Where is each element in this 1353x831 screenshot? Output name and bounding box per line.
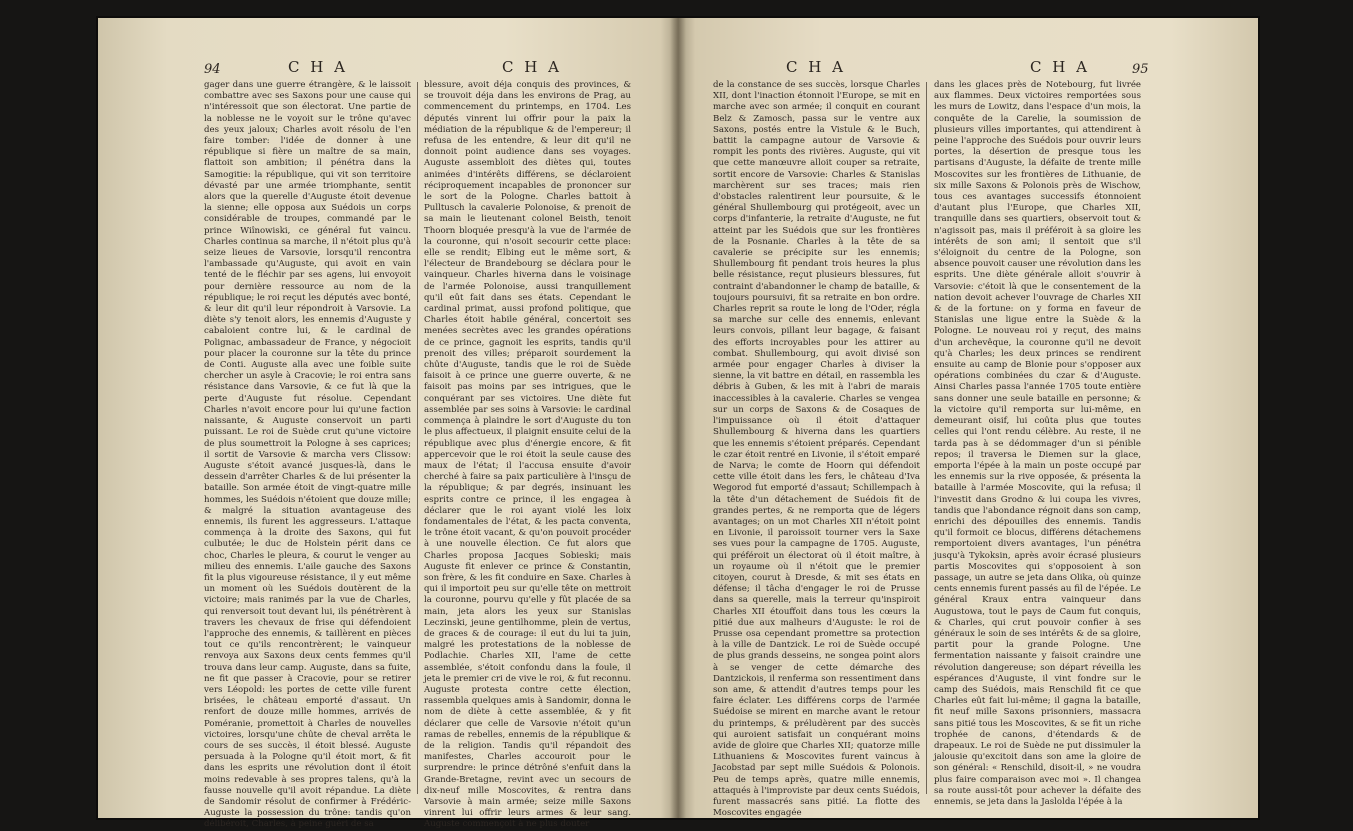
page-number-right: 95: [1132, 62, 1149, 77]
right-page: [678, 18, 1258, 818]
text-column-4: dans les glaces près de Notebourg, fut livrée aux flammes. Deux victoires remportées sous les murs de Lowitz, dans l'espace d'un mois, la conquête de la Carelie, la soumission de plusieurs villes importantes, qui attendirent à peine l'approche des Suédois pour ouvrir leurs portes, la désertion de presque tous les partisans d'Auguste, la défaite de trente mille Moscovites sur les frontières de Lithuanie, de six mille Saxons & Polonois près de Wischow, tous ces avantages successifs étonnoient d'autant plus l'Europe, que Charles XII, tranquille dans ses quartiers, observoit tout & n'agissoit pas, mais il préféroit à sa gloire les intérêts de son ami; il sentoit que s'il s'éloignoit du centre de la Pologne, son absence pouvoit causer une révolution dans les esprits. Une diète générale alloit s'ouvrir à Varsovie: c'étoit là que le consentement de la nation devoit achever l'ouvrage de Charles XII & de la fortune: on y forma en faveur de Stanislas une ligue entre la Suède & la Pologne. Le nouveau roi y reçut, des mains d'un archevêque, la couronne qu'il ne devoit qu'à Charles; les deux princes se rendirent ensuite au camp de Blonie pour s'opposer aux opérations combinées du czar & d'Auguste. Ainsi Charles passa l'année 1705 toute entière sans donner une seule bataille en personne; & la victoire qu'il remporta sur lui-même, en demeurant oisif, lui coûta plus que toutes celles qui l'ont rendu célèbre. Au reste, il ne tarda pas à se dédommager d'un si pénible repos; il traversa le Diemen sur la glace, emporta l'épée à la main un poste occupé par les ennemis sur la rive opposée, & présenta la bataille à l'armée Moscovite, qui la refusa; il l'investit dans Grodno & lui coupa les vivres, tandis que l'abondance régnoit dans son camp, enrichi des dépouilles des ennemis. Tandis qu'il formoit ce blocus, différens détachemens remportoient divers avantages, l'un pénétra jusqu'à Tykoksin, après avoir écrasé plusieurs partis Moscovites qui s'opposoient à son passage, un autre se jeta dans Olika, où quinze cents ennemis furent passés au fil de l'épée. Le général Kraux entra vainqueur dans Augustowa, tout le pays de Caum fut conquis, & Charles, qui crut pouvoir confier à ses généraux le soin de ses intérêts & de sa gloire, partit pour la grande Pologne. Une fermentation naissante y faisoit craindre une révolution dangereuse; son départ réveilla les espérances d'Auguste, il vint fondre sur le camp des Suédois, mais Renschild fit ce que Charles eût fait lui-même; il gagna la bataille, fit neuf mille Saxons prisonniers, massacra sans pitié tous les Moscovites, & se fit un riche trophée de canons, d'étendards & de drapeaux. Le roi de Suède ne put dissimuler la jalousie qu'excitoit dans son ame la gloire de son général: « Renschild, disoit-il, » ne voudra plus faire comparaison avec moi ». Il changea sa route aussi-tôt pour achever la défaite des ennemis, se jeta dans la Jaslolda l'épée à la: [934, 80, 1141, 807]
text-column-2: blessure, avoit déja conquis des provinces, & se trouvoit déja dans les environs de Prag, au commencement du printemps, en 1704. Les députés vinrent lui offrir pour la paix la médiation de la république & de l'empereur; il refusa de les entendre, & leur dit qu'il ne donnoit point audience dans ses voyages. Auguste assembloit des diètes qui, toutes animées d'intérêts différens, se déclaroient réciproquement incapables de prononcer sur le sort de la Pologne. Charles battoit à Pulltusch la cavalerie Polonoise, & prenoit de sa main le lieutenant colonel Beisth, tenoit Thoorn bloquée presqu'à la vue de l'armée de la couronne, qui n'osoit secourir cette place: elle se rendit; Elbing eut le même sort, & l'électeur de Brandebourg se déclara pour le vainqueur. Charles hiverna dans le voisinage de l'armée Polonoise, aussi tranquillement qu'il eût fait dans ses états. Cependant le cardinal primat, aussi profond politique, que Charles étoit habile général, concertoit ses menées secrètes avec les grandes opérations de ce prince, gagnoit les esprits, tandis qu'il prenoit des villes; préparoit sourdement la chûte d'Auguste, tandis que le roi de Suède faisoit à ce prince une guerre ouverte, & ne faisoit pas moins par ses intrigues, que le conquérant par ses victoires. Une diète fut assemblée par ses soins à Varsovie: le cardinal commença à plaindre le sort d'Auguste du ton le plus affectueux, il plaignit ensuite celui de la république avec plus d'énergie encore, & fit appercevoir que le roi étoit la seule cause des maux de l'état; il l'accusa ensuite d'avoir cherché à faire sa paix particulière à l'insçu de la république; & par degrés, insinuant les esprits contre ce prince, il les engagea à déclarer que le roi ayant violé les loix fondamentales de l'état, & les pacta conventa, le trône étoit vacant, & qu'on pouvoit procéder à une nouvelle élection. Ce fut alors que Charles proposa Jacques Sobieski; mais Auguste fit enlever ce prince & Constantin, son frère, & les fit conduire en Saxe. Charles à qui il importoit peu sur qu'elle tête on mettroit la couronne, pourvu qu'elle y fût placée de sa main, jeta alors les yeux sur Stanislas Leczinski, jeune gentilhomme, plein de vertus, de graces & de courage: il eut du lui ta juin, malgré les protestations de la noblesse de Podlachie. Charles XII, l'ame de cette assemblée, s'étoit confondu dans la foule, il jeta le premier cri de vive le roi, & fut reconnu. Auguste protesta contre cette élection, rassembla quelques amis à Sandomir, donna le nom de diète à cette assemblée, & y fit déclarer que celle de Varsovie n'étoit qu'un ramas de rebelles, ennemis de la république & de la religion. Tandis qu'il répandoit des manifestes, Charles accouroit pour le surprendre: le prince détrôné s'enfuit dans la Grande-Bretagne, revint avec un secours de dix-neuf mille Moscovites, & rentra dans Varsovie à main armée; seize mille Saxons vinrent lui offrir leurs armes & leur sang. Auguste commençoit à ne plus douter: [424, 80, 631, 830]
page-number-left: 94: [204, 62, 221, 77]
text-column-3: de la constance de ses succès, lorsque Charles XII, dont l'inaction étonnoit l'Europe, se mit en marche avec son armée; il conquit en courant Belz & Zamosch, passa sur le ventre aux Saxons, postés entre la Vistule & le Buch, battit la campagne autour de Varsovie & rompit les ponts des rivières. Auguste, qui vit que cette manœuvre alloit couper sa retraite, sortit encore de Varsovie: Charles & Stanislas marchèrent sur ses traces; mais rien d'obstacles ralentirent leur poursuite, & le général Shullembourg qui protégeoit, avec un corps d'infanterie, la retraite d'Auguste, ne fut atteint par les Suédois que sur les frontières de la Posnanie. Charles à la tête de sa cavalerie se précipite sur les ennemis; Shullembourg fit pendant trois heures la plus belle résistance, reçut plusieurs blessures, fut contraint d'abandonner le champ de bataille, & toujours poursuivi, fit sa retraite en bon ordre. Charles reprit sa route le long de l'Oder, régla sa marche sur celle des ennemis, enlevant leurs convois, pillant leur bagage, & faisant des efforts incroyables pour les attirer au combat. Shullembourg, qui avoit divisé son armée pour engager Charles à diviser la sienne, la vit battre en détail, en rassembla les débris à Guben, & les mit à l'abri de marais inaccessibles à la cavalerie. Charles se vengea sur un corps de Saxons & de Cosaques de l'impuissance où il étoit d'attaquer Shullembourg & hiverna dans les quartiers que les ennemis s'étoient préparés. Cependant le czar étoit rentré en Livonie, il s'étoit emparé de Narva; le comte de Hoorn qui défendoit cette ville étoit dans les fers, le château d'Iva Wegorod fut emporté d'assaut; Schillempach à la tête d'un détachement de Suédois fit de grandes pertes, & ne remporta que de légers avantages; on un mot Charles XII n'étoit point en Livonie, il paroissoit tourner vers la Saxe ses vues pour la campagne de 1705. Auguste, qui préféroit un électorat où il étoit maître, à un royaume où il n'étoit que le premier citoyen, courut à Dresde, & mit ses états en défense; il tâcha d'engager le roi de Prusse dans sa querelle, mais la terreur qu'inspiroit Charles XII étouffoit dans tous les cœurs la pitié due aux malheurs d'Auguste: le roi de Prusse osa cependant promettre sa protection à la ville de Dantzick. Le roi de Suède occupé de plus grands desseins, ne songea point alors à se venger de cette démarche des Dantzickois, il renferma son ressentiment dans son ame, & attendit d'autres temps pour les faire éclater. Les différens corps de l'armée Suédoise se mirent en marche avant le retour du printemps, & préludèrent par des succès qui auroient satisfait un conquérant moins avide de gloire que Charles XII; quatorze mille Lithuaniens & Moscovites furent vaincus à Jacobstad par sept mille Suédois & Polonois. Peu de temps après, quatre mille ennemis, attaqués à l'improviste par deux cents Suédois, furent massacrés sans pitié. La flotte des Moscovites engagée: [713, 80, 920, 819]
running-head-left-1: C H A: [288, 58, 348, 76]
running-head-left-2: C H A: [502, 58, 562, 76]
open-book: [98, 18, 1258, 830]
book-gutter: [670, 18, 686, 818]
text-column-1: gager dans une guerre étrangère, & le laissoit combattre avec ses Saxons pour une cause qui n'intéressoit que son électorat. Une partie de la noblesse ne le voyoit sur le trône qu'avec des yeux jaloux; Charles avoit résolu de l'en faire tomber: l'idée de donner à une république si fière un maître de sa main, flattoit son ambition; il pénétra dans la Samogitie: la république, qui vit son territoire dévasté par une armée triomphante, sentit alors que la querelle d'Auguste étoit devenue la sienne; elle opposa aux Suédois un corps considérable de troupes, commandé par le prince Wiînowiski, ce général fut vaincu. Charles continua sa marche, il n'étoit plus qu'à seize lieues de Varsovie, lorsqu'il rencontra l'ambassade qu'Auguste, qui avoit en vain tenté de le fléchir par ses agens, lui envoyoit pour dernière ressource au nom de la république; le roi reçut les députés avec bonté, & leur dit qu'il leur répondroit à Varsovie. La diète s'y tenoit alors, les ennemis d'Auguste y cabaloient contre lui, & le cardinal de Polignac, ambassadeur de France, y négocioit pour placer la couronne sur la tête du prince de Conti. Auguste alla avec une foible suite chercher un asyle à Cracovie; le roi entra sans résistance dans Varsovie, & ce fut là que la perte d'Auguste fut résolue. Cependant Charles n'avoit encore pour lui qu'une faction naissante, & Auguste conservoit un parti puissant. Le roi de Suède crut qu'une victoire de plus soumettroit la Pologne à ses caprices; il sortit de Varsovie & marcha vers Clissow: Auguste s'étoit avancé jusques-là, dans le dessein d'arrêter Charles & de lui présenter la bataille. Son armée étoit de vingt-quatre mille hommes, les Suédois n'étoient que douze mille; & malgré la situation avantageuse des ennemis, ils furent les aggresseurs. L'attaque commença à la droite des Saxons, qui fut culbutée; le duc de Holstein périt dans ce choc, Charles le pleura, & courut le venger au milieu des ennemis. L'aile gauche des Saxons fit la plus vigoureuse résistance, il y eut même un moment où les Suédois doutèrent de la victoire; mais ranimés par la vue de Charles, qui renversoit tout devant lui, ils pénétrèrent à travers les chevaux de frise qui défendoient l'approche des ennemis, & taillèrent en pièces tout ce qu'ils rencontrèrent; le vainqueur renvoya aux Saxons deux cents femmes qu'il trouva dans leur camp. Auguste, dans sa fuite, ne fit que passer à Cracovie, pour se retirer vers Léopold: les portes de cette ville furent brisées, le château emporté d'assaut. Un renfort de douze mille hommes, arrivés de Poméranie, promettoit à Charles de nouvelles victoires, lorsqu'une chûte de cheval arrêta le cours de ses succès, il étoit blessé. Auguste persuada à la Pologne qu'il étoit mort, & fit dans les esprits une révolution dont il étoit moins redevable à ses propres talens, qu'à la fausse nouvelle qu'il avoit répandue. La diète de Sandomir résolut de confirmer à Frédéric-Auguste la possession du trône: tandis qu'on délibéroit, Charles, à peine guéri de sa: [204, 80, 411, 830]
running-head-right-1: C H A: [786, 58, 846, 76]
column-rule-left: [417, 82, 418, 794]
running-head-right-2: C H A: [1030, 58, 1090, 76]
left-page: [98, 18, 678, 830]
column-rule-right: [926, 82, 927, 794]
